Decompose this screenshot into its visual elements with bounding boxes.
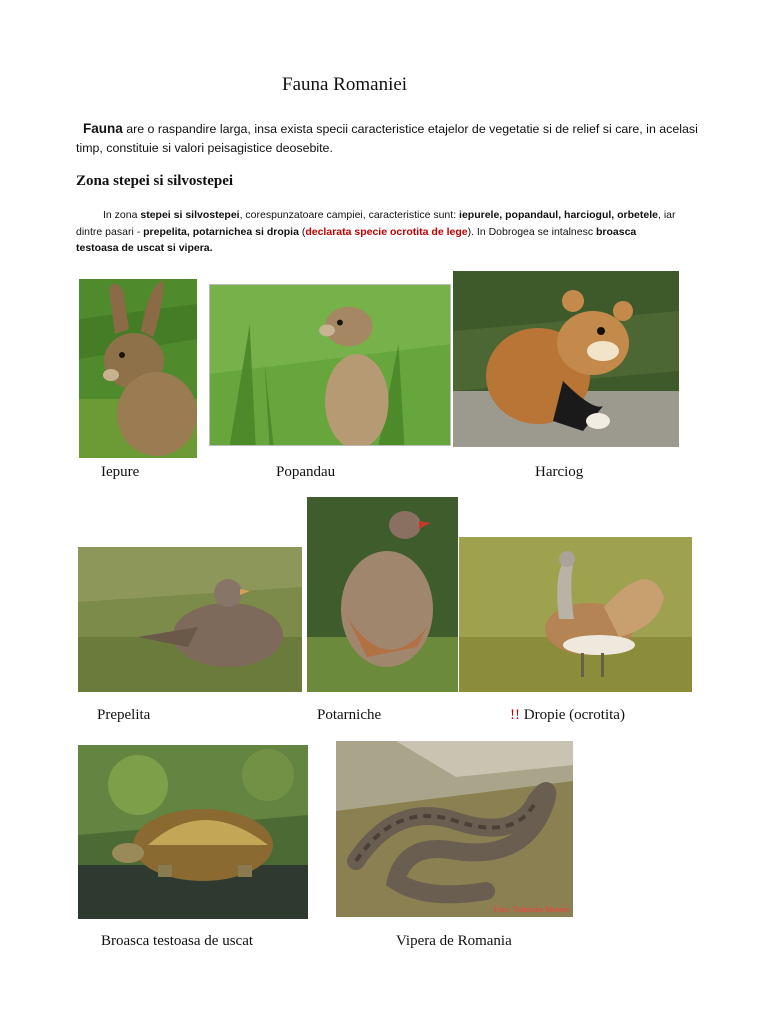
caption-potarniche: Potarniche: [317, 707, 382, 723]
bold-run: iepurele, popandaul, harciogul, orbetele: [459, 209, 658, 221]
tortoise-photo: [78, 745, 308, 919]
ground-squirrel-photo: [209, 284, 451, 446]
hare-photo: [79, 279, 197, 458]
caption-broasca: Broasca testoasa de uscat: [101, 933, 254, 949]
section-heading: Zona stepei si silvostepei: [76, 173, 234, 189]
intro-text: are o raspandire larga, insa exista specii caracteristice etajelor de vegetatie si de relief si care, in acelasi timp, constituie si valori peisagistice deosebite.: [76, 122, 698, 155]
warning-mark: !!: [510, 707, 520, 723]
steppe-paragraph: [76, 207, 676, 257]
protected-note: declarata specie ocrotita de lege: [305, 225, 468, 238]
page-title: Fauna Romaniei: [282, 74, 408, 95]
caption-dropie-text: Dropie (ocrotita): [520, 707, 625, 723]
bold-run: broasca testoasa de uscat si vipera.: [76, 225, 637, 254]
caption-harciog: Harciog: [535, 464, 584, 480]
bold-run: prepelita, potarnichea si dropia: [143, 225, 299, 238]
hamster-photo: [453, 271, 679, 447]
intro-lead-word: Fauna: [83, 121, 123, 136]
caption-prepelita: Prepelita: [97, 707, 151, 723]
bustard-photo: [459, 537, 692, 692]
partridge-photo: [307, 497, 458, 692]
caption-vipera: Vipera de Romania: [396, 933, 512, 949]
caption-dropie: [510, 707, 625, 724]
caption-popandau: Popandau: [276, 464, 336, 480]
bold-run: stepei si silvostepei: [140, 209, 240, 221]
quail-photo: [78, 547, 302, 692]
caption-iepure: Iepure: [101, 464, 140, 480]
viper-photo: [336, 741, 573, 917]
text-run: , corespunzatoare campiei, caracteristice sunt:: [239, 209, 460, 221]
text-run: , iar dintre pasari -: [76, 209, 676, 238]
intro-paragraph: [76, 119, 716, 158]
text-run: In zona: [103, 209, 141, 221]
text-run: ). In Dobrogea se intalnesc: [467, 225, 596, 238]
photo-credit: Foto: Valentina Moraru: [494, 905, 569, 914]
text-run: (: [298, 225, 306, 238]
